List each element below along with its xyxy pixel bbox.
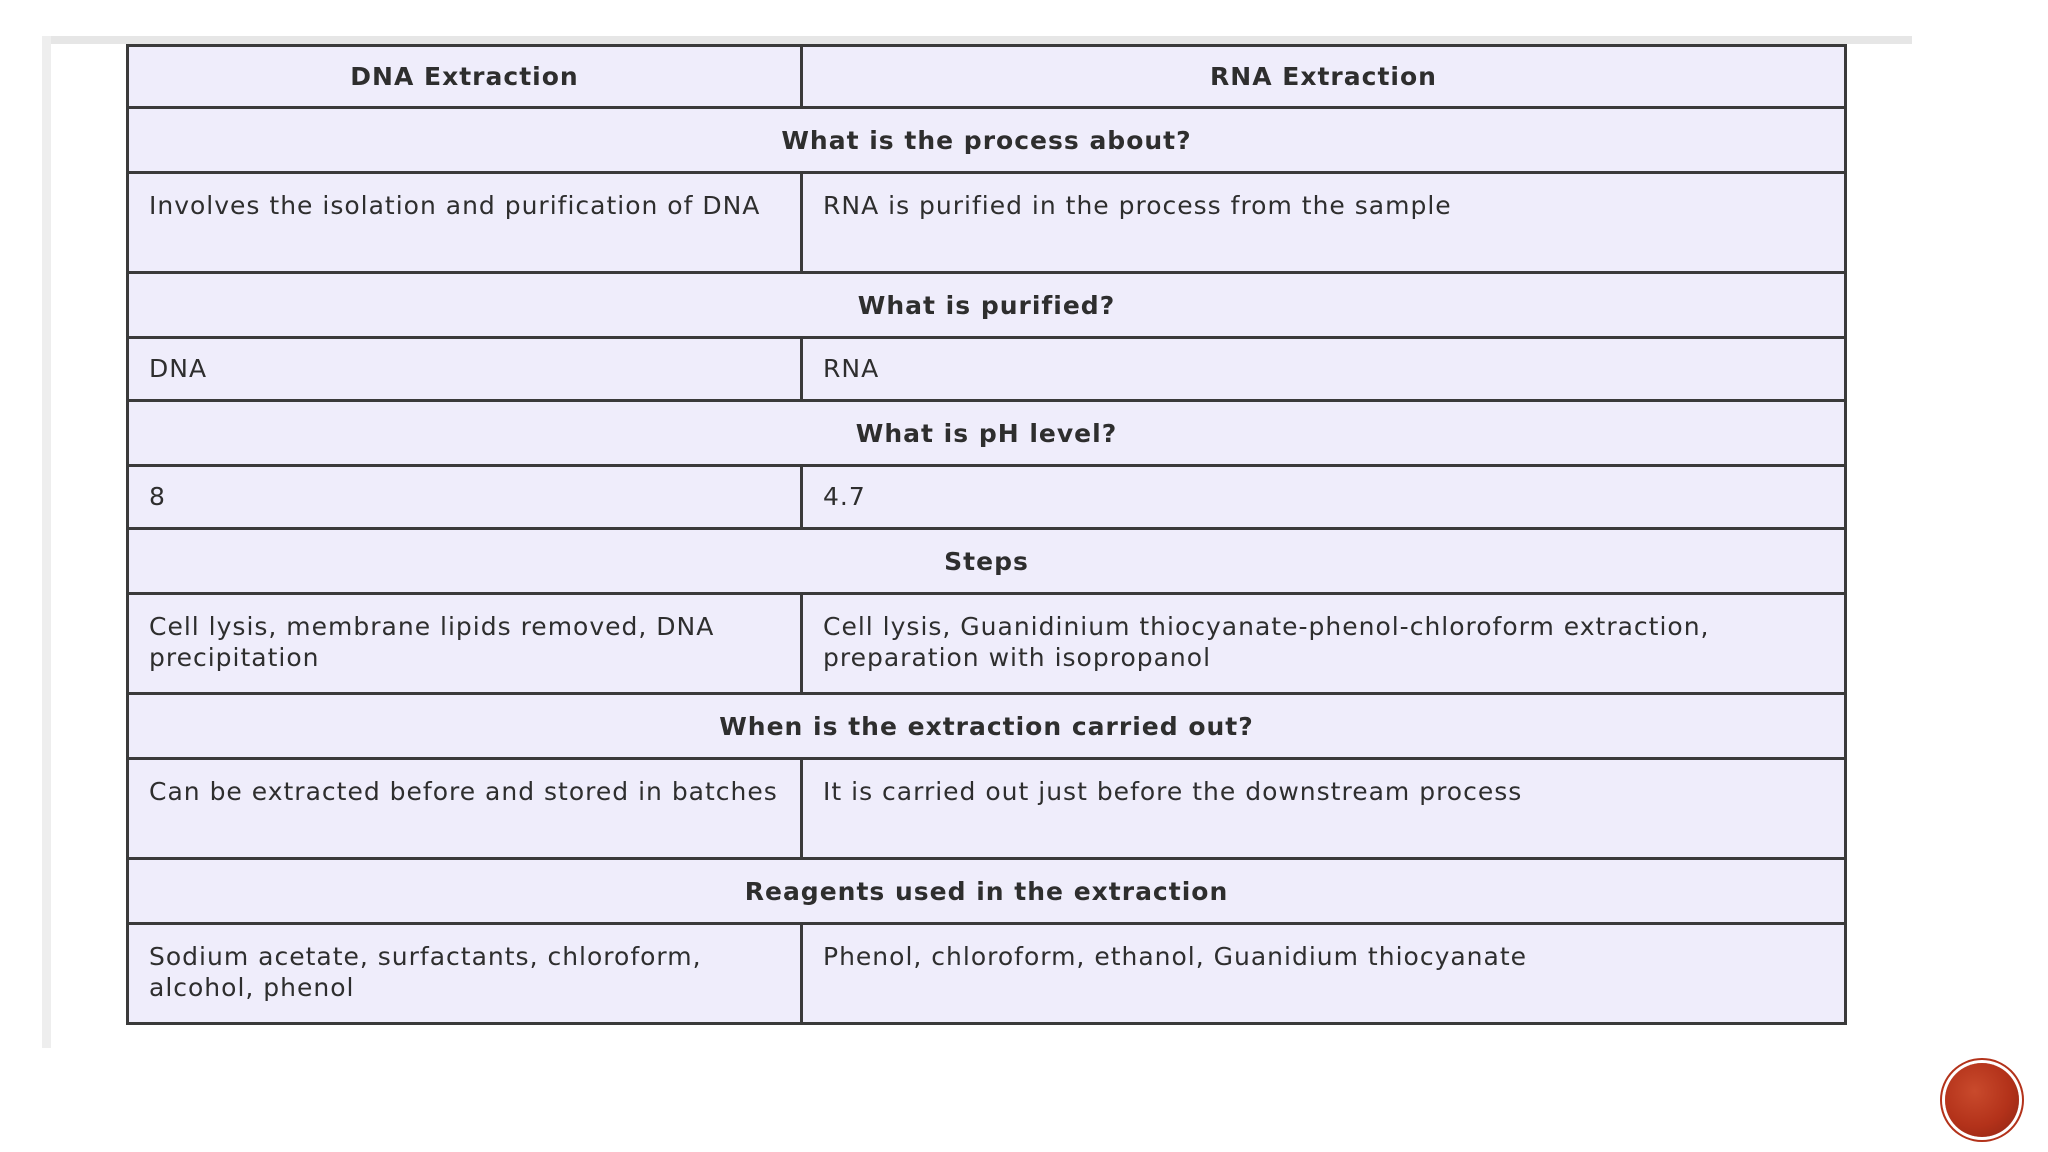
table-row	[128, 466, 1846, 529]
table-row	[128, 924, 1846, 1024]
header-rna: RNA Extraction	[802, 46, 1846, 108]
table-row	[128, 338, 1846, 401]
section-title: When is the extraction carried out?	[128, 694, 1846, 759]
section-title: What is pH level?	[128, 401, 1846, 466]
dna-cell: 8	[128, 466, 802, 529]
rna-cell: 4.7	[802, 466, 1846, 529]
section-title: Reagents used in the extraction	[128, 859, 1846, 924]
top-divider	[42, 36, 1912, 44]
table-row	[128, 173, 1846, 273]
header-dna: DNA Extraction	[128, 46, 802, 108]
header-row	[128, 46, 1846, 108]
dna-cell: Involves the isolation and purification of DNA	[128, 173, 802, 273]
dna-cell: DNA	[128, 338, 802, 401]
dna-cell: Can be extracted before and stored in batches	[128, 759, 802, 859]
slide-badge-icon	[1945, 1063, 2019, 1137]
dna-cell: Sodium acetate, surfactants, chloroform, alcohol, phenol	[128, 924, 802, 1024]
rna-cell: Phenol, chloroform, ethanol, Guanidium thiocyanate	[802, 924, 1846, 1024]
section-row	[128, 859, 1846, 924]
rna-cell: It is carried out just before the downstream process	[802, 759, 1846, 859]
rna-cell: Cell lysis, Guanidinium thiocyanate-phenol-chloroform extraction, preparation with isopropanol	[802, 594, 1846, 694]
comparison-table	[126, 44, 1847, 1025]
section-row	[128, 273, 1846, 338]
section-title: What is the process about?	[128, 108, 1846, 173]
section-row	[128, 694, 1846, 759]
section-row	[128, 108, 1846, 173]
table-row	[128, 759, 1846, 859]
dna-cell: Cell lysis, membrane lipids removed, DNA precipitation	[128, 594, 802, 694]
rna-cell: RNA	[802, 338, 1846, 401]
section-row	[128, 529, 1846, 594]
rna-cell: RNA is purified in the process from the sample	[802, 173, 1846, 273]
table-row	[128, 594, 1846, 694]
section-title: Steps	[128, 529, 1846, 594]
section-row	[128, 401, 1846, 466]
left-divider	[42, 36, 51, 1048]
section-title: What is purified?	[128, 273, 1846, 338]
